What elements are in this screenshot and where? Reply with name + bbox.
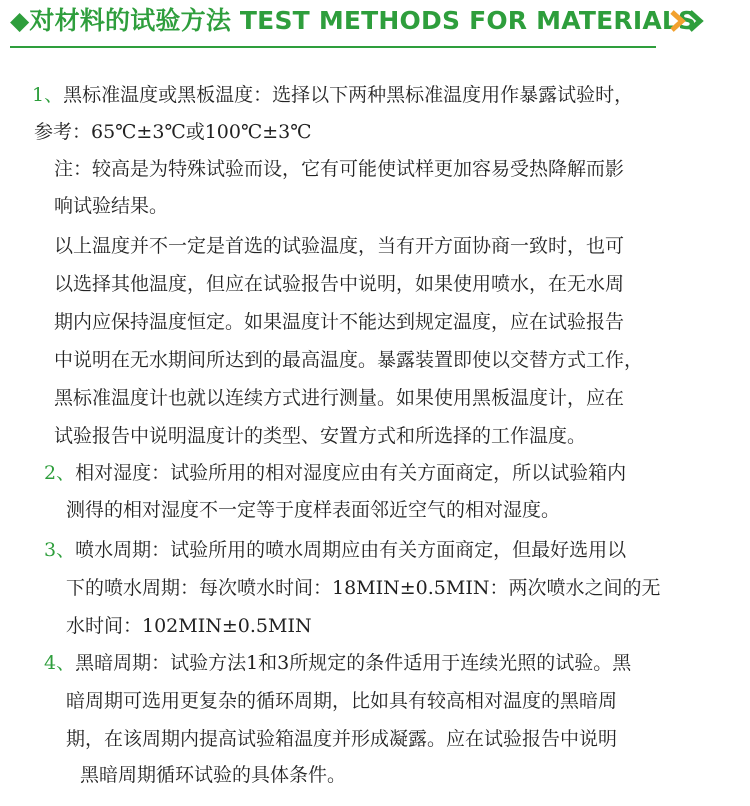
section-1-line-3: 注：较高是为特殊试验而设，它有可能使试样更加容易受热降解而影 <box>54 158 625 180</box>
section-3-line-3: 水时间：102MIN±0.5MIN <box>66 615 312 637</box>
section-4-line-2: 暗周期可选用更复杂的循环周期，比如具有较高相对温度的黑暗周 <box>66 690 618 712</box>
section-1-line-6: 以选择其他温度，但应在试验报告中说明，如果使用喷水，在无水周 <box>54 273 625 295</box>
section-1-line-10: 试验报告中说明温度计的类型、安置方式和所选择的工作温度。 <box>54 425 587 447</box>
section-1-line-1: 1、黑标准温度或黑板温度：选择以下两种黑标准温度用作暴露试验时， <box>32 84 634 106</box>
section-1-number: 1、 <box>32 84 64 106</box>
section-3-number: 3、 <box>44 539 76 561</box>
section-1-line-8: 中说明在无水期间所达到的最高温度。暴露装置即使以交替方式工作， <box>54 349 644 371</box>
header-title: ◆对材料的试验方法 TEST METHODS FOR MATERIALS <box>10 6 697 35</box>
section-1-line-9: 黑标准温度计也就以连续方式进行测量。如果使用黑板温度计，应在 <box>54 387 625 409</box>
section-4-line-3: 期，在该周期内提高试验箱温度并形成凝露。应在试验报告中说明 <box>66 728 618 750</box>
section-4-line-4: 黑暗周期循环试验的具体条件。 <box>80 764 347 786</box>
section-4-line-1: 4、黑暗周期：试验方法1和3所规定的条件适用于连续光照的试验。黑 <box>44 652 632 674</box>
section-1-line-4: 响试验结果。 <box>54 195 169 217</box>
section-4-number: 4、 <box>44 652 76 674</box>
section-2-number: 2、 <box>44 462 76 484</box>
section-2-line-1: 2、相对湿度：试验所用的相对湿度应由有关方面商定，所以试验箱内 <box>44 462 627 484</box>
section-1-line-5: 以上温度并不一定是首选的试验温度，当有开方面协商一致时，也可 <box>54 235 625 257</box>
section-3-line-1: 3、喷水周期：试验所用的喷水周期应由有关方面商定，但最好选用以 <box>44 539 627 561</box>
section-1-line-2: 参考：65℃±3℃或100℃±3℃ <box>34 121 312 143</box>
section-1-line-7: 期内应保持温度恒定。如果温度计不能达到规定温度，应在试验报告 <box>54 311 625 333</box>
section-3-line-2: 下的喷水周期：每次喷水时间：18MIN±0.5MIN：两次喷水之间的无 <box>66 577 661 599</box>
section-2-line-2: 测得的相对湿度不一定等于度样表面邻近空气的相对湿度。 <box>66 499 561 521</box>
